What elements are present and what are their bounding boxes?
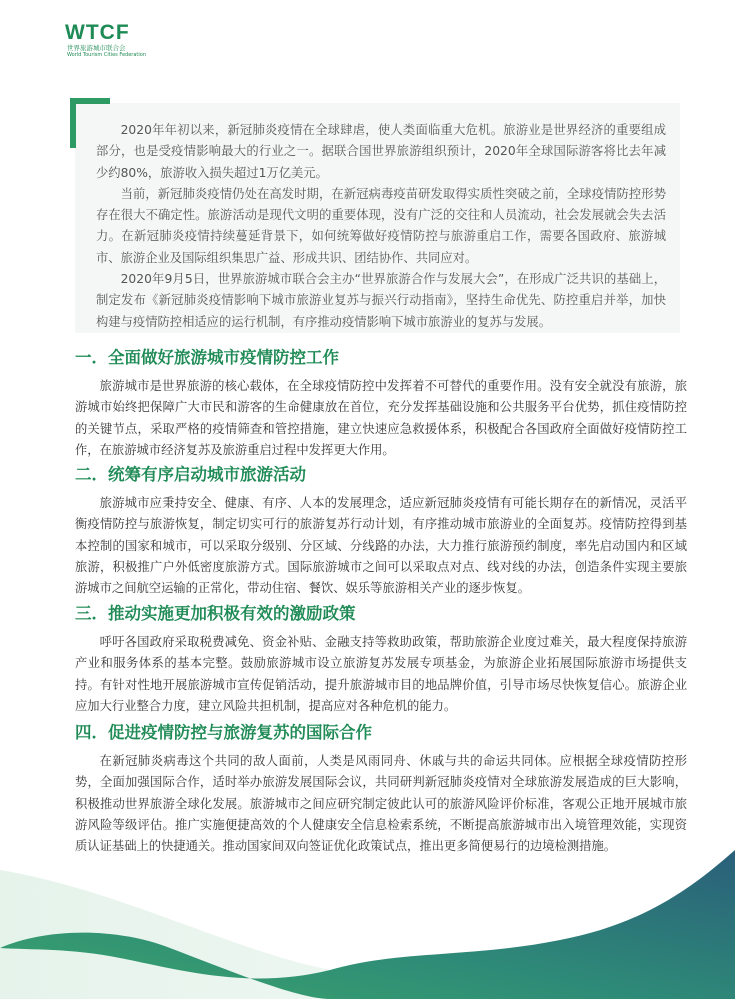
section-body: 在新冠肺炎病毒这个共同的敌人面前，人类是风雨同舟、休戚与共的命运共同体。应根据全球疫情防控形势，全面加强国际合作，适时举办旅游发展国际会议，共同研判新冠肺炎疫情对全球旅游发展造成的巨大影响，积极推动世界旅游全球化发展。旅游城市之间应研究制定彼此认可的旅游风险评价标准，客观公正地开展城市旅游风险等级评估。推广实施便捷高效的个人健康安全信息检索系统，不断提高旅游城市出入境管理效能，实现资质认证基础上的快捷通关。推动国家间双向签证优化政策试点，推出更多简便易行的边境检测措施。 bbox=[75, 754, 687, 854]
intro-bracket-top bbox=[70, 98, 110, 104]
intro-bracket-left bbox=[70, 98, 76, 148]
logo-name-cn: 世界旅游城市联合会 bbox=[67, 44, 126, 52]
intro-paragraph: 2020年年初以来，新冠肺炎疫情在全球肆虐，使人类面临重大危机。旅游业是世界经济的重要组成部分，也是受疫情影响最大的行业之一。据联合国世界旅游组织预计，2020年全球国际游客将比去年减少约80%，旅游收入损失超过1万亿美元。 bbox=[96, 123, 666, 180]
section-title: 二．统筹有序启动城市旅游活动 bbox=[75, 465, 306, 484]
logo-mark: WTCF bbox=[65, 21, 130, 44]
intro-paragraph: 当前，新冠肺炎疫情仍处在高发时期，在新冠病毒疫苗研发取得实质性突破之前，全球疫情防控形势存在很大不确定性。旅游活动是现代文明的重要体现，没有广泛的交往和人员流动，社会发展就会失去活力。在新冠肺炎疫情持续蔓延背景下，如何统筹做好疫情防控与旅游重启工作，需要各国政府、旅游城市、旅游企业及国际组织集思广益、形成共识、团结协作、共同应对。 bbox=[96, 186, 666, 265]
logo-name-en: World Tourism Cities Federation bbox=[67, 52, 146, 58]
wtcf-logo bbox=[65, 22, 185, 62]
section-body: 旅游城市是世界旅游的核心载体，在全球疫情防控中发挥着不可替代的重要作用。没有安全就没有旅游，旅游城市始终把保障广大市民和游客的生命健康放在首位，充分发挥基础设施和公共服务平台优势，抓住疫情防控的关键节点，采取严格的疫情筛查和管控措施，建立快速应急救援体系，积极配合各国政府全面做好疫情防控工作，在旅游城市经济复苏及旅游重启过程中发挥更大作用。 bbox=[75, 379, 687, 457]
section-title: 一．全面做好旅游城市疫情防控工作 bbox=[75, 348, 339, 367]
footer-wave bbox=[0, 830, 735, 999]
intro-text bbox=[96, 120, 666, 333]
section-3 bbox=[75, 602, 687, 717]
section-2 bbox=[75, 463, 687, 599]
section-body: 呼吁各国政府采取税费减免、资金补贴、金融支持等救助政策，帮助旅游企业度过难关，最大程度保持旅游产业和服务体系的基本完整。鼓励旅游城市设立旅游复苏发展专项基金，为旅游企业拓展国际旅游市场提供支持。有针对性地开展旅游城市宣传促销活动，提升旅游城市目的地品牌价值，引导市场尽快恢复信心。旅游企业应加大行业整合力度，建立风险共担机制，提高应对各种危机的能力。 bbox=[75, 635, 687, 713]
section-title: 四．促进疫情防控与旅游复苏的国际合作 bbox=[75, 723, 372, 742]
section-body: 旅游城市应秉持安全、健康、有序、人本的发展理念，适应新冠肺炎疫情有可能长期存在的新情况，灵活平衡疫情防控与旅游恢复，制定切实可行的旅游复苏行动计划，有序推动城市旅游业的全面复苏。疫情防控得到基本控制的国家和城市，可以采取分级别、分区域、分线路的办法，大力推行旅游预约制度，率先启动国内和区域旅游，积极推广户外低密度旅游方式。国际旅游城市之间可以采取点对点、线对线的办法，创造条件实现主要旅游城市之间航空运输的正常化，带动住宿、餐饮、娱乐等旅游相关产业的逐步恢复。 bbox=[75, 496, 687, 596]
section-1 bbox=[75, 346, 687, 461]
intro-paragraph: 2020年9月5日，世界旅游城市联合会主办“世界旅游合作与发展大会”，在形成广泛共识的基础上，制定发布《新冠肺炎疫情影响下城市旅游业复苏与振兴行动指南》，坚持生命优先、防控重启并举，加快构建与疫情防控相适应的运行机制，有序推动疫情影响下城市旅游业的复苏与发展。 bbox=[96, 272, 666, 329]
section-title: 三．推动实施更加积极有效的激励政策 bbox=[75, 604, 356, 623]
